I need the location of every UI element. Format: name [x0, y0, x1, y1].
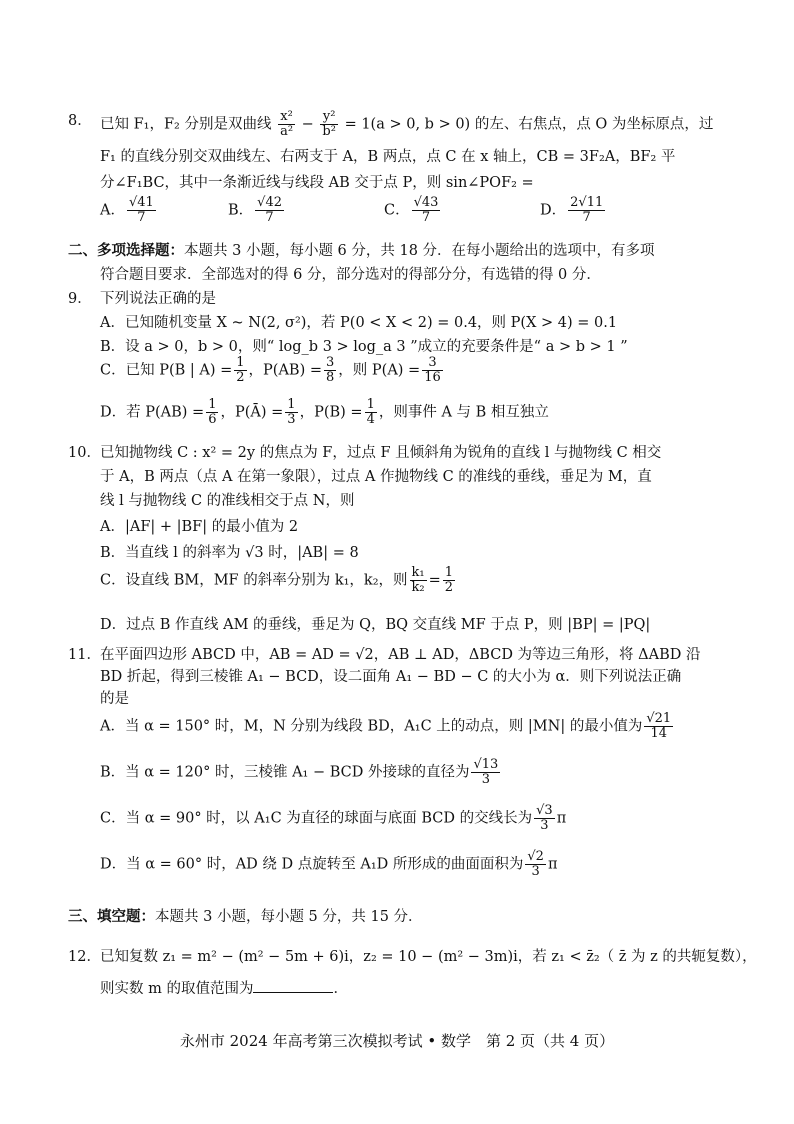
q9-stem: 下列说法正确的是: [100, 291, 216, 307]
q12-number: 12．: [68, 949, 101, 965]
q9-option-d: D．若 P(AB) = $\frac{1}{6}$ ，P(Ā) = $\frac{1}{3}$ ，P(B) = $\frac{1}{4}$ ，则事件 A 与 B 相互独立: [100, 397, 549, 427]
page-footer: 永州市 2024 年高考第三次模拟考试 • 数学 第 2 页（共 4 页）: [179, 1032, 615, 1050]
section-2-heading: [68, 240, 655, 262]
q8-option-d: D． $\frac{2√11}{7}$: [540, 195, 604, 225]
q9-option-a: A．已知随机变量 X ~ N(2, σ²)，若 P(0 < X < 2) = 0.4，则 P(X > 4) = 0.1: [100, 315, 618, 331]
q12-text: 则实数 m 的取值范围为: [100, 981, 254, 997]
q8-text: = 1(a > 0, b > 0) 的左、右焦点，点 O 为坐标原点，过: [344, 116, 714, 133]
q12-line-2: [100, 978, 348, 1000]
fraction: $\frac{\text{y²}}{\text{b²}}$: [322, 109, 336, 139]
q11-option-d: D．当 α = 60° 时，AD 绕 D 点旋转至 A₁D 所形成的曲面面积为 $\frac{√2}{3}$ π: [100, 849, 558, 879]
q8-option-a: A． $\frac{√41}{7}$: [100, 195, 154, 225]
section-title: 三、填空题：: [68, 908, 155, 925]
q8-text: −: [301, 116, 314, 133]
q10-line-1: 已知抛物线 C : x² = 2y 的焦点为 F，过点 F 且倾斜角为锐角的直线 l 与抛物线 C 相交: [100, 445, 662, 461]
q10-option-c: C．设直线 BM，MF 的斜率分别为 k₁，k₂，则 $\frac{\text{k₁}}{\text{k₂}}$ = $\frac{1}{2}$: [100, 565, 454, 595]
section-3-heading: [68, 906, 423, 928]
fraction: $\frac{\text{x²}}{\text{a²}}$: [280, 109, 294, 139]
q11-number: 11．: [68, 647, 101, 663]
q11-line-3: 的是: [100, 691, 129, 707]
q11-line-1: 在平面四边形 ABCD 中，AB = AD = √2，AB ⊥ AD，ΔBCD 为等边三角形，将 ΔABD 沿: [100, 647, 701, 663]
q10-option-a: A．|AF| + |BF| 的最小值为 2: [100, 519, 299, 535]
q10-option-d: D．过点 B 作直线 AM 的垂线，垂足为 Q，BQ 交直线 MF 于点 P，则 |BP| = |PQ|: [100, 617, 651, 633]
q10-option-b: B．当直线 l 的斜率为 √3 时，|AB| = 8: [100, 545, 359, 561]
q8-option-c: C． $\frac{√43}{7}$: [384, 195, 439, 225]
q8-line-1: [100, 110, 713, 139]
q10-number: 10．: [68, 445, 101, 461]
section-title: 二、多项选择题：: [68, 242, 184, 259]
q9-option-c: C．已知 P(B | A) = $\frac{1}{2}$ ，P(AB) = $\frac{3}{8}$ ，则 P(A) = $\frac{3}{16}$: [100, 355, 441, 385]
q8-line-3: 分∠F₁BC，其中一条渐近线与线段 AB 交于点 P，则 sin∠POF₂ =: [100, 175, 534, 191]
q8-option-b: B． $\frac{√42}{7}$: [228, 195, 282, 225]
q12-text: ．: [333, 981, 348, 997]
section-text: 本题共 3 小题，每小题 5 分，共 15 分．: [155, 909, 423, 925]
q8-number: 8．: [68, 113, 92, 129]
section-text: 本题共 3 小题，每小题 6 分，共 18 分．在每小题给出的选项中，有多项: [184, 243, 655, 259]
q11-option-c: C．当 α = 90° 时，以 A₁C 为直径的球面与底面 BCD 的交线长为 $\frac{√3}{3}$ π: [100, 803, 567, 833]
q9-number: 9．: [68, 291, 92, 307]
q12-line-1: 已知复数 z₁ = m² − (m² − 5m + 6)i，z₂ = 10 − (m² − 3m)i，若 z₁ < z̄₂（ z̄ 为 z 的共轭复数），: [100, 949, 757, 965]
q10-line-3: 线 l 与抛物线 C 的准线相交于点 N，则: [100, 493, 355, 509]
q8-text: 已知 F₁，F₂ 分别是双曲线: [100, 116, 272, 133]
q11-option-b: B．当 α = 120° 时，三棱锥 A₁ − BCD 外接球的直径为 $\frac{√13}{3}$: [100, 757, 499, 787]
q10-line-2: 于 A，B 两点（点 A 在第一象限），过点 A 作抛物线 C 的准线的垂线，垂足为 M，直: [100, 469, 652, 485]
answer-blank[interactable]: [253, 978, 333, 993]
q11-option-a: A．当 α = 150° 时，M，N 分别为线段 BD，A₁C 上的动点，则 |MN| 的最小值为 $\frac{√21}{14}$: [100, 711, 672, 741]
q8-line-2: F₁ 的直线分别交双曲线左、右两支于 A，B 两点，点 C 在 x 轴上，CB = 3F₂A，BF₂ 平: [100, 149, 676, 165]
section-2-line-2: 符合题目要求．全部选对的得 6 分，部分选对的得部分分，有选错的得 0 分．: [100, 267, 601, 283]
q11-line-2: BD 折起，得到三棱锥 A₁ − BCD，设二面角 A₁ − BD − C 的大小为 α．则下列说法正确: [100, 669, 682, 685]
q9-option-b: B．设 a > 0，b > 0，则“ log_b 3 > log_a 3 ”成立的充要条件是“ a > b > 1 ”: [100, 339, 628, 355]
